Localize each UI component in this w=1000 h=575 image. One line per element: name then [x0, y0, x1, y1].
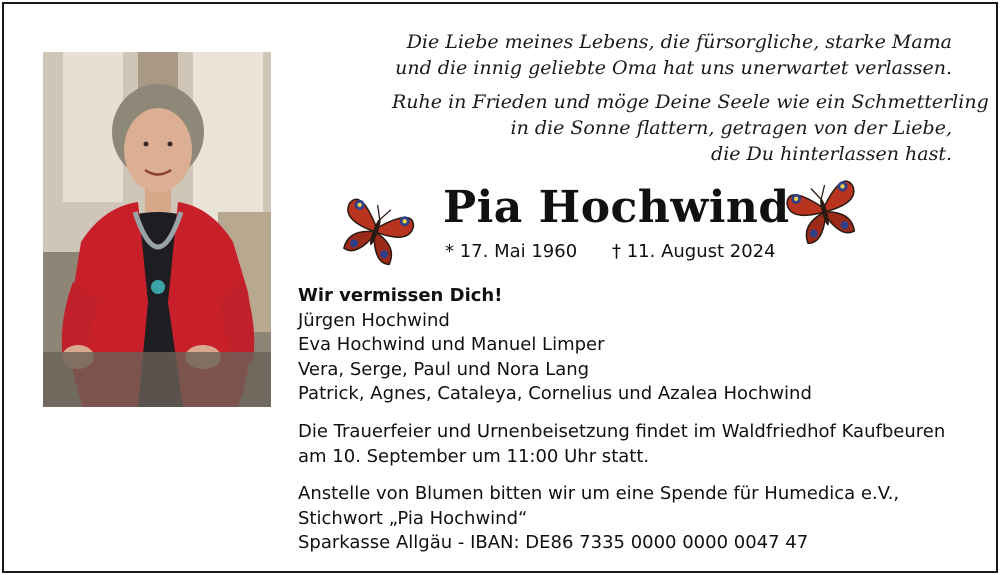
- quote-line: Die Liebe meines Lebens, die fürsorgliche, starke Mama: [406, 31, 952, 53]
- birth-date: * 17. Mai 1960: [445, 241, 578, 262]
- donation-iban: Sparkasse Allgäu - IBAN: DE86 7335 0000 0000 0047 47: [298, 532, 809, 553]
- deceased-name: Pia Hochwind: [443, 182, 790, 233]
- donation-block: [298, 482, 958, 556]
- mourner-line: Jürgen Hochwind: [298, 309, 450, 331]
- quote-first-stanza: [392, 29, 952, 81]
- mourners-heading: Wir vermissen Dich!: [298, 285, 503, 306]
- ceremony-line: am 10. September um 11:00 Uhr statt.: [298, 445, 650, 467]
- ceremony-block: [298, 420, 958, 469]
- butterfly-icon-left: [336, 192, 416, 268]
- quote-line: in die Sonne flattern, getragen von der Liebe,: [510, 117, 952, 139]
- mourner-line: Eva Hochwind und Manuel Limper: [298, 334, 605, 355]
- quote-second-stanza: [392, 89, 989, 167]
- quote-line: die Du hinterlassen hast.: [711, 143, 952, 165]
- donation-line: Stichwort „Pia Hochwind“: [298, 507, 528, 529]
- mourners-block: [298, 284, 958, 407]
- donation-line: Anstelle von Blumen bitten wir um eine Spende für Humedica e.V.,: [298, 483, 900, 504]
- quote-line: und die innig geliebte Oma hat uns unerwartet verlassen.: [395, 57, 952, 79]
- ceremony-line: Die Trauerfeier und Urnenbeisetzung findet im Waldfriedhof Kaufbeuren: [298, 421, 946, 442]
- portrait-illustration: [43, 52, 271, 407]
- mourner-line: Patrick, Agnes, Cataleya, Cornelius und Azalea Hochwind: [298, 383, 812, 404]
- portrait-photo: [43, 52, 271, 407]
- butterfly-icon-right: [784, 174, 864, 244]
- quote-line: Ruhe in Frieden und möge Deine Seele wie ein Schmetterling: [392, 91, 989, 113]
- death-date: † 11. August 2024: [612, 241, 776, 262]
- mourner-line: Vera, Serge, Paul und Nora Lang: [298, 358, 590, 380]
